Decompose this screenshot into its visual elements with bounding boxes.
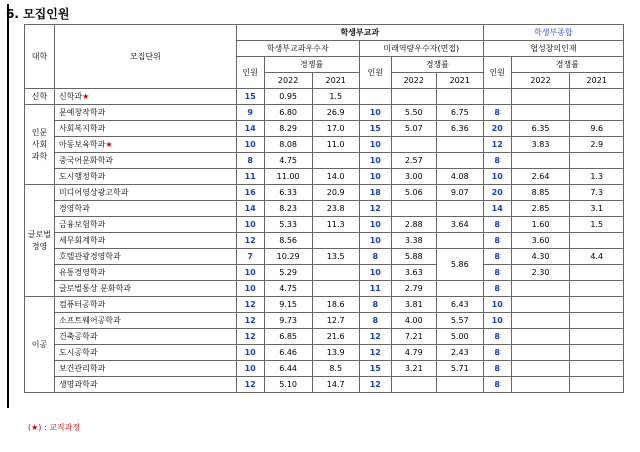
table-row [25,265,624,281]
quota-cell: 10 [359,105,391,121]
department-name [54,233,236,249]
quota-cell: 15 [359,361,391,377]
ratio-2022-cell: 2.85 [511,201,570,217]
department-name [54,169,236,185]
quota-cell: 10 [359,265,391,281]
header-year-2022: 2022 [391,73,436,89]
quota-cell: 8 [483,329,511,345]
table-row [25,377,624,393]
quota-cell: 12 [236,297,264,313]
ratio-2022-cell: 6.46 [264,345,312,361]
header-sub-a2: 미래역량우수자(면접) [359,41,483,57]
quota-cell: 8 [483,281,511,297]
ratio-2021-cell: 23.8 [312,201,359,217]
ratio-2021-cell: 1.5 [312,89,359,105]
quota-cell: 8 [236,153,264,169]
header-year-2022: 2022 [264,73,312,89]
teaching-course-star-icon: ★ [105,140,113,149]
ratio-2021-cell [436,281,483,297]
table-row [25,297,624,313]
quota-cell: 12 [236,329,264,345]
ratio-2022-cell: 4.30 [511,249,570,265]
college-label-line: 이공 [31,339,48,349]
ratio-2021-cell [570,297,624,313]
table-row [25,233,624,249]
ratio-2021-cell: 5.71 [436,361,483,377]
quota-cell: 12 [359,201,391,217]
quota-cell: 8 [483,249,511,265]
table-row [25,217,624,233]
quota-cell: 12 [359,329,391,345]
table-row [25,345,624,361]
ratio-2021-cell [570,265,624,281]
department-label: 컴퓨터공학과 [58,300,106,309]
ratio-2022-cell: 3.60 [511,233,570,249]
ratio-2022-cell: 8.29 [264,121,312,137]
department-label: 세무회계학과 [58,236,106,245]
table-row [25,281,624,297]
department-name [54,297,236,313]
quota-cell: 8 [483,233,511,249]
college-label-line: 글로벌 [27,229,52,239]
department-label: 도시행정학과 [58,172,106,181]
department-label: 소프트웨어공학과 [58,316,121,325]
ratio-2021-cell: 5.86 [436,249,483,281]
department-name [54,217,236,233]
quota-cell: 12 [236,377,264,393]
header-quota-b1: 인원 [483,57,511,89]
ratio-2021-cell: 5.57 [436,313,483,329]
department-label: 아동보육학과 [58,140,106,149]
ratio-2021-cell: 13.9 [312,345,359,361]
ratio-2021-cell [436,233,483,249]
college-cell [25,297,55,393]
ratio-2021-cell: 12.7 [312,313,359,329]
teaching-course-star-icon: ★ [82,92,90,101]
ratio-2022-cell [511,361,570,377]
ratio-2022-cell: 8.85 [511,185,570,201]
quota-cell [359,89,391,105]
quota-cell: 14 [236,201,264,217]
quota-cell: 11 [236,169,264,185]
ratio-2022-cell: 5.06 [391,185,436,201]
ratio-2022-cell: 6.80 [264,105,312,121]
department-name [54,265,236,281]
ratio-2021-cell [312,233,359,249]
header-ratio-a1: 경쟁률 [264,57,359,73]
ratio-2022-cell [391,89,436,105]
ratio-2022-cell [391,201,436,217]
department-name [54,361,236,377]
department-label: 문예창작학과 [58,108,106,117]
ratio-2021-cell: 6.36 [436,121,483,137]
college-label-line: 사회 [31,139,48,149]
quota-cell: 10 [236,361,264,377]
ratio-2022-cell: 6.85 [264,329,312,345]
ratio-2021-cell [570,281,624,297]
ratio-2022-cell: 4.00 [391,313,436,329]
ratio-2021-cell [436,377,483,393]
quota-cell: 12 [359,345,391,361]
section-title: 6. 모집인원 [6,7,70,21]
ratio-2022-cell: 6.35 [511,121,570,137]
ratio-2021-cell [570,329,624,345]
table-row [25,89,624,105]
header-year-2021: 2021 [312,73,359,89]
quota-table [24,24,624,393]
quota-cell: 8 [483,361,511,377]
ratio-2022-cell [511,329,570,345]
quota-cell: 10 [359,169,391,185]
header-group-a: 학생부교과 [236,25,483,41]
ratio-2022-cell [511,89,570,105]
department-label: 글로벌통상 문화학과 [58,284,132,293]
ratio-2021-cell [570,377,624,393]
header-year-2021: 2021 [570,73,624,89]
ratio-2022-cell [511,377,570,393]
ratio-2021-cell: 21.6 [312,329,359,345]
ratio-2022-cell: 5.50 [391,105,436,121]
ratio-2021-cell [570,361,624,377]
ratio-2022-cell [511,153,570,169]
quota-cell: 16 [236,185,264,201]
ratio-2022-cell [391,137,436,153]
ratio-2022-cell: 4.75 [264,281,312,297]
ratio-2022-cell: 1.60 [511,217,570,233]
quota-cell [483,89,511,105]
quota-cell: 20 [483,185,511,201]
ratio-2021-cell [570,153,624,169]
ratio-2021-cell [570,105,624,121]
ratio-2021-cell: 1.3 [570,169,624,185]
department-label: 호텔관광경영학과 [58,252,121,261]
ratio-2021-cell: 26.9 [312,105,359,121]
ratio-2022-cell: 5.10 [264,377,312,393]
quota-cell: 12 [236,233,264,249]
ratio-2021-cell: 11.0 [312,137,359,153]
quota-cell: 8 [483,217,511,233]
ratio-2021-cell: 1.5 [570,217,624,233]
table-row [25,121,624,137]
header-unit: 모집단위 [54,25,236,89]
quota-cell: 7 [236,249,264,265]
ratio-2022-cell: 11.00 [264,169,312,185]
ratio-2022-cell: 9.15 [264,297,312,313]
department-name [54,121,236,137]
ratio-2022-cell [511,313,570,329]
department-name [54,137,236,153]
department-name [54,313,236,329]
department-name [54,281,236,297]
quota-cell: 8 [483,345,511,361]
quota-cell: 10 [359,153,391,169]
ratio-2022-cell: 3.81 [391,297,436,313]
department-name [54,249,236,265]
ratio-2021-cell [570,89,624,105]
department-label: 도시공학과 [58,348,98,357]
college-cell [25,89,55,105]
ratio-2021-cell: 6.75 [436,105,483,121]
ratio-2022-cell: 4.79 [391,345,436,361]
quota-cell: 8 [359,313,391,329]
ratio-2022-cell [511,105,570,121]
department-label: 사회복지학과 [58,124,106,133]
table-row [25,105,624,121]
ratio-2022-cell: 6.44 [264,361,312,377]
table-row [25,201,624,217]
table-row [25,249,624,265]
ratio-2022-cell [511,345,570,361]
quota-cell: 12 [483,137,511,153]
quota-cell: 18 [359,185,391,201]
ratio-2021-cell [312,265,359,281]
table-row [25,169,624,185]
table-row [25,137,624,153]
department-label: 보건관리학과 [58,364,106,373]
header-sub-a1: 학생부교과우수자 [236,41,359,57]
header-ratio-b1: 경쟁률 [511,57,623,73]
ratio-2022-cell: 2.88 [391,217,436,233]
department-label: 금융보험학과 [58,220,106,229]
ratio-2022-cell: 9.73 [264,313,312,329]
ratio-2021-cell: 18.6 [312,297,359,313]
department-name [54,345,236,361]
college-label-line: 인문 [31,127,48,137]
ratio-2021-cell: 11.3 [312,217,359,233]
ratio-2021-cell [312,153,359,169]
table-row [25,329,624,345]
quota-cell: 10 [483,169,511,185]
department-label: 건축공학과 [58,332,98,341]
quota-cell: 8 [359,297,391,313]
table-row [25,361,624,377]
department-label: 중국어문화학과 [58,156,114,165]
ratio-2021-cell: 9.07 [436,185,483,201]
ratio-2022-cell: 7.21 [391,329,436,345]
quota-cell: 14 [236,121,264,137]
header-univ: 대학 [25,25,55,89]
table-row [25,313,624,329]
ratio-2022-cell: 2.79 [391,281,436,297]
ratio-2021-cell: 3.1 [570,201,624,217]
ratio-2022-cell: 2.64 [511,169,570,185]
department-label: 유통경영학과 [58,268,106,277]
ratio-2022-cell: 8.56 [264,233,312,249]
table-row [25,153,624,169]
department-name [54,201,236,217]
quota-cell: 8 [483,105,511,121]
ratio-2022-cell: 5.88 [391,249,436,265]
ratio-2021-cell: 7.3 [570,185,624,201]
ratio-2022-cell: 0.95 [264,89,312,105]
ratio-2022-cell: 3.83 [511,137,570,153]
quota-cell: 15 [359,121,391,137]
ratio-2021-cell: 2.9 [570,137,624,153]
department-name [54,153,236,169]
quota-cell: 14 [483,201,511,217]
ratio-2022-cell: 5.33 [264,217,312,233]
quota-cell: 10 [236,265,264,281]
quota-cell: 10 [483,297,511,313]
header-group-b: 학생부종합 [483,25,623,41]
college-label-line: 신학 [31,91,48,101]
quota-cell: 10 [483,313,511,329]
ratio-2021-cell: 14.0 [312,169,359,185]
ratio-2021-cell: 17.0 [312,121,359,137]
header-year-2022: 2022 [511,73,570,89]
ratio-2022-cell: 3.00 [391,169,436,185]
ratio-2021-cell [312,281,359,297]
header-quota-a2: 인원 [359,57,391,89]
quota-cell: 8 [483,377,511,393]
ratio-2022-cell: 3.38 [391,233,436,249]
quota-cell: 11 [359,281,391,297]
college-cell [25,105,55,185]
quota-cell: 10 [236,281,264,297]
ratio-2022-cell: 2.30 [511,265,570,281]
header-ratio-a2: 경쟁률 [391,57,483,73]
quota-cell: 20 [483,121,511,137]
ratio-2021-cell: 2.43 [436,345,483,361]
quota-cell: 10 [359,233,391,249]
ratio-2022-cell: 8.08 [264,137,312,153]
ratio-2021-cell: 20.9 [312,185,359,201]
ratio-2021-cell [436,201,483,217]
college-label-line: 경영 [31,241,48,251]
ratio-2021-cell: 4.4 [570,249,624,265]
left-margin-bar [7,4,9,408]
college-cell [25,185,55,297]
ratio-2022-cell: 3.21 [391,361,436,377]
ratio-2022-cell [391,377,436,393]
department-name [54,329,236,345]
ratio-2022-cell: 5.29 [264,265,312,281]
quota-cell: 12 [359,377,391,393]
ratio-2021-cell [570,313,624,329]
ratio-2022-cell: 6.33 [264,185,312,201]
ratio-2022-cell: 8.23 [264,201,312,217]
ratio-2021-cell [436,89,483,105]
department-label: 신학과 [58,92,83,101]
quota-cell: 9 [236,105,264,121]
ratio-2021-cell [436,153,483,169]
ratio-2021-cell: 9.6 [570,121,624,137]
ratio-2021-cell [570,233,624,249]
header-year-2021: 2021 [436,73,483,89]
college-label-line: 과학 [31,151,48,161]
ratio-2022-cell: 3.63 [391,265,436,281]
quota-cell: 12 [236,313,264,329]
ratio-2022-cell [511,281,570,297]
department-label: 미디어영상광고학과 [58,188,129,197]
quota-cell: 10 [236,217,264,233]
ratio-2021-cell [570,345,624,361]
quota-cell: 10 [236,345,264,361]
department-name [54,377,236,393]
ratio-2021-cell: 8.5 [312,361,359,377]
department-name [54,105,236,121]
ratio-2021-cell: 4.08 [436,169,483,185]
quota-cell: 8 [359,249,391,265]
department-label: 경영학과 [58,204,90,213]
quota-cell: 8 [483,265,511,281]
ratio-2021-cell: 14.7 [312,377,359,393]
department-label: 생명과학과 [58,380,98,389]
quota-cell: 10 [359,217,391,233]
ratio-2022-cell: 4.75 [264,153,312,169]
header-sub-b1: 협성창의인재 [483,41,623,57]
quota-cell: 15 [236,89,264,105]
ratio-2021-cell: 13.5 [312,249,359,265]
department-name [54,185,236,201]
ratio-2022-cell: 2.57 [391,153,436,169]
ratio-2021-cell [436,137,483,153]
ratio-2021-cell: 3.64 [436,217,483,233]
ratio-2022-cell: 5.07 [391,121,436,137]
ratio-2021-cell: 5.00 [436,329,483,345]
quota-cell: 10 [359,137,391,153]
ratio-2022-cell: 10.29 [264,249,312,265]
header-quota-a1: 인원 [236,57,264,89]
quota-cell: 8 [483,153,511,169]
ratio-2021-cell: 6.43 [436,297,483,313]
ratio-2022-cell [511,297,570,313]
table-row [25,185,624,201]
quota-cell: 10 [236,137,264,153]
footnote: (★) : 교직과정 [28,423,81,432]
department-name [54,89,236,105]
